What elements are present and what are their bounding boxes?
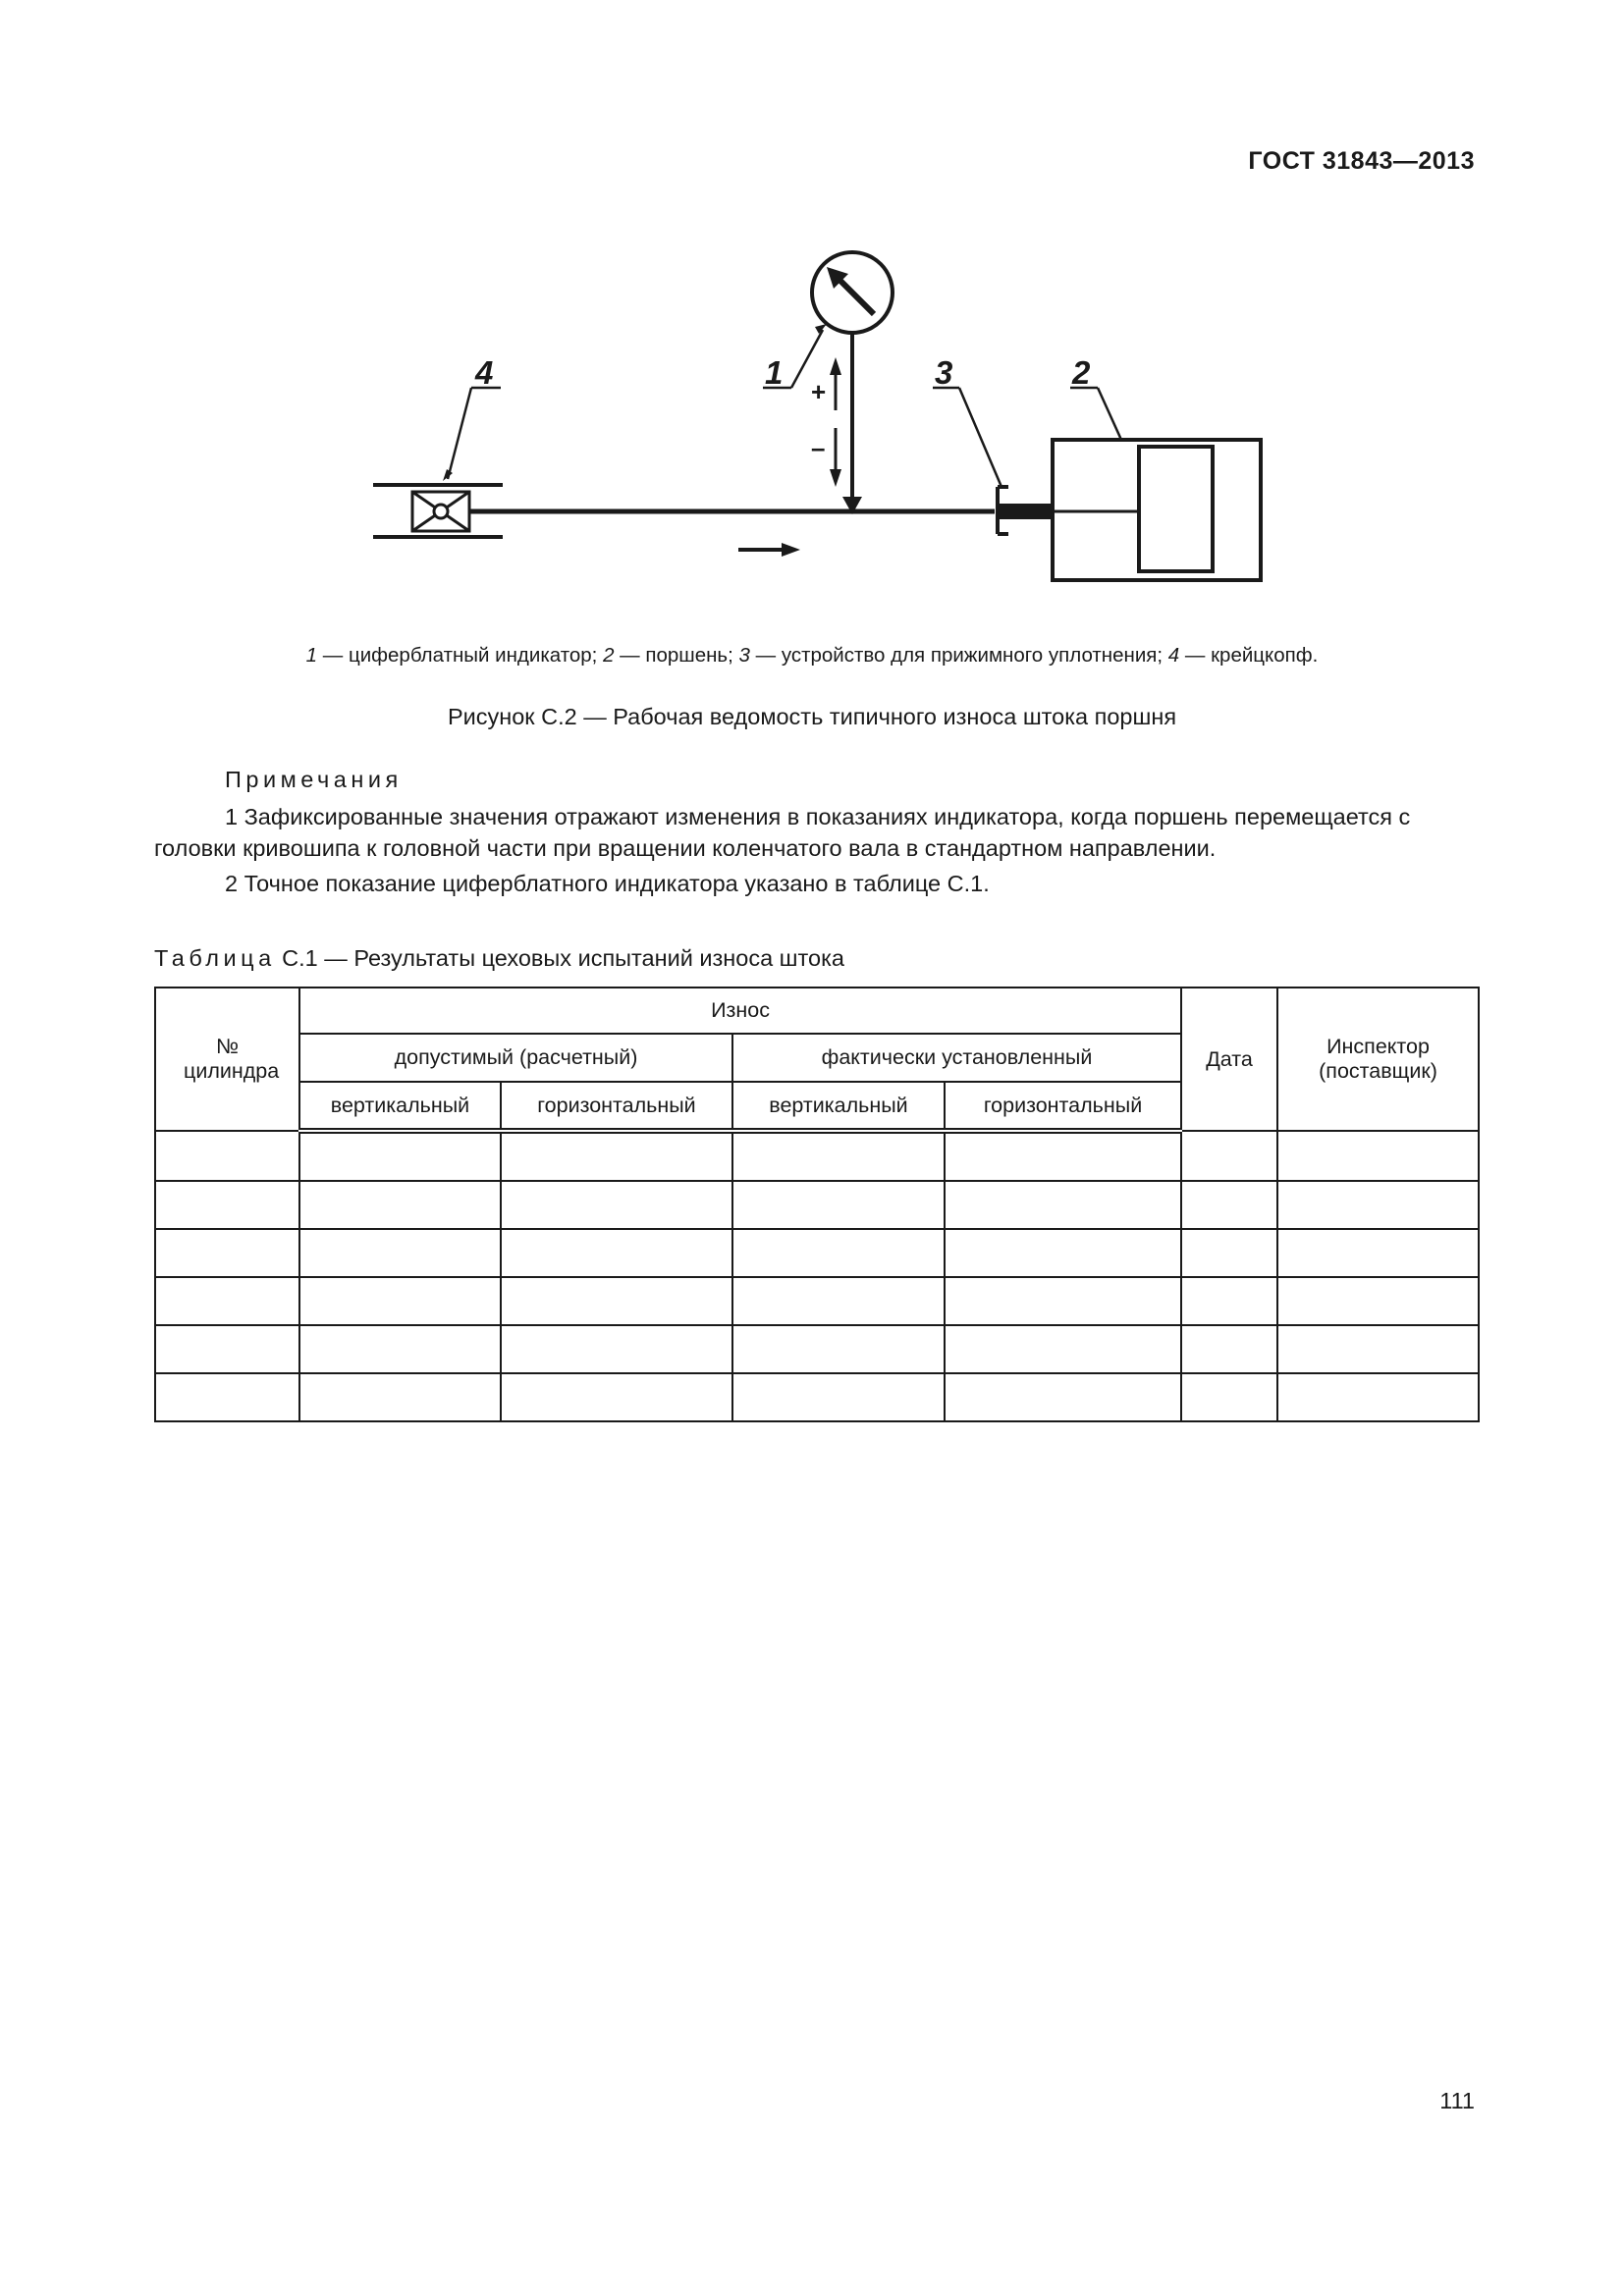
note-1: 1 Зафиксированные значения отражают изменения в показаниях индикатора, когда поршень перемещается с головки кривошипа к головной части при вращении коленчатого вала в стандартном направлении.: [154, 804, 1411, 861]
packing-device: [998, 487, 1053, 534]
table-cell[interactable]: [945, 1229, 1181, 1277]
legend-text-3: — устройство для прижимного уплотнения;: [749, 644, 1168, 667]
table-cell[interactable]: [155, 1277, 299, 1325]
callout-leaders: [448, 330, 1121, 487]
table-cell[interactable]: [1277, 1131, 1479, 1181]
table-cell[interactable]: [501, 1277, 732, 1325]
table-cell[interactable]: [732, 1229, 945, 1277]
table-caption: [154, 945, 844, 972]
table-cell[interactable]: [1277, 1373, 1479, 1421]
table-cell[interactable]: [945, 1277, 1181, 1325]
header-actual-vertical: вертикальный: [732, 1082, 945, 1131]
header-cylinder-no: № цилиндра: [155, 988, 299, 1131]
legend-num-1: 1: [305, 644, 318, 667]
header-actual: фактически установленный: [732, 1034, 1181, 1082]
table-cell[interactable]: [155, 1325, 299, 1373]
piston-rod-wear-diagram: [0, 0, 1624, 628]
note-2: 2 Точное показание циферблатного индикатора указано в таблице С.1.: [225, 871, 990, 896]
table-cell[interactable]: [732, 1373, 945, 1421]
table-row: [155, 1131, 1479, 1181]
table-row: [155, 1181, 1479, 1229]
table-cell[interactable]: [501, 1181, 732, 1229]
notes-title: Примечания: [225, 767, 403, 792]
legend-text-1: — циферблатный индикатор;: [317, 644, 604, 667]
figure-caption: Рисунок С.2 — Рабочая ведомость типичного износа штока поршня: [447, 704, 1177, 729]
table-cell[interactable]: [732, 1325, 945, 1373]
legend-text-2: — поршень;: [614, 644, 739, 667]
header-wear: Износ: [299, 988, 1181, 1034]
table-cell[interactable]: [299, 1131, 501, 1181]
table-cell[interactable]: [1181, 1131, 1277, 1181]
table-cell[interactable]: [945, 1373, 1181, 1421]
header-allowed-vertical: вертикальный: [299, 1082, 501, 1131]
plus-minus-arrows: [830, 357, 841, 487]
legend-num-3: 3: [738, 644, 750, 667]
table-cell[interactable]: [1181, 1373, 1277, 1421]
header-date: Дата: [1181, 988, 1277, 1131]
callout-2: 2: [1072, 354, 1091, 391]
legend-num-4: 4: [1167, 644, 1180, 667]
header-allowed: допустимый (расчетный): [299, 1034, 732, 1082]
table-cell[interactable]: [155, 1229, 299, 1277]
table-cell[interactable]: [1277, 1277, 1479, 1325]
table-cell[interactable]: [299, 1229, 501, 1277]
table-cell[interactable]: [299, 1373, 501, 1421]
wear-results-table: [154, 987, 1480, 1422]
table-cell[interactable]: [1181, 1325, 1277, 1373]
table-cell[interactable]: [501, 1373, 732, 1421]
table-cell[interactable]: [155, 1181, 299, 1229]
table-cell[interactable]: [732, 1277, 945, 1325]
table-row: [155, 1373, 1479, 1421]
table-caption-text: С.1 — Результаты цеховых испытаний износа штока: [275, 945, 844, 971]
table-caption-label: Таблица: [154, 945, 276, 971]
plus-sign: +: [811, 377, 827, 406]
table-cell[interactable]: [299, 1181, 501, 1229]
table-row: [155, 1277, 1479, 1325]
table-row: [155, 1325, 1479, 1373]
table-cell[interactable]: [945, 1325, 1181, 1373]
table-cell[interactable]: [945, 1131, 1181, 1181]
legend-num-2: 2: [603, 644, 615, 667]
table-cell[interactable]: [501, 1131, 732, 1181]
table-cell[interactable]: [299, 1325, 501, 1373]
callout-1: 1: [765, 354, 784, 391]
header-allowed-horizontal: горизонтальный: [501, 1082, 732, 1131]
standard-code: ГОСТ 31843—2013: [1248, 147, 1475, 175]
table-cell[interactable]: [1181, 1277, 1277, 1325]
table-row: [155, 1229, 1479, 1277]
callout-3: 3: [935, 354, 953, 391]
table-cell[interactable]: [501, 1229, 732, 1277]
callout-4: 4: [475, 354, 494, 391]
motion-arrow: [738, 543, 800, 557]
table-cell[interactable]: [732, 1181, 945, 1229]
table-cell[interactable]: [945, 1181, 1181, 1229]
table-cell[interactable]: [1277, 1181, 1479, 1229]
page-number: 111: [1439, 2088, 1475, 2113]
table-cell[interactable]: [1277, 1229, 1479, 1277]
header-actual-horizontal: горизонтальный: [945, 1082, 1181, 1131]
table-cell[interactable]: [299, 1277, 501, 1325]
table-cell[interactable]: [732, 1131, 945, 1181]
figure-legend: [0, 644, 1624, 667]
minus-sign: –: [811, 433, 826, 462]
table-cell[interactable]: [1181, 1181, 1277, 1229]
table-cell[interactable]: [1181, 1229, 1277, 1277]
table-cell[interactable]: [155, 1373, 299, 1421]
header-inspector: Инспектор (поставщик): [1277, 988, 1479, 1131]
legend-text-4: — крейцкопф.: [1179, 644, 1319, 667]
table-cell[interactable]: [1277, 1325, 1479, 1373]
table-cell[interactable]: [155, 1131, 299, 1181]
table-cell[interactable]: [501, 1325, 732, 1373]
